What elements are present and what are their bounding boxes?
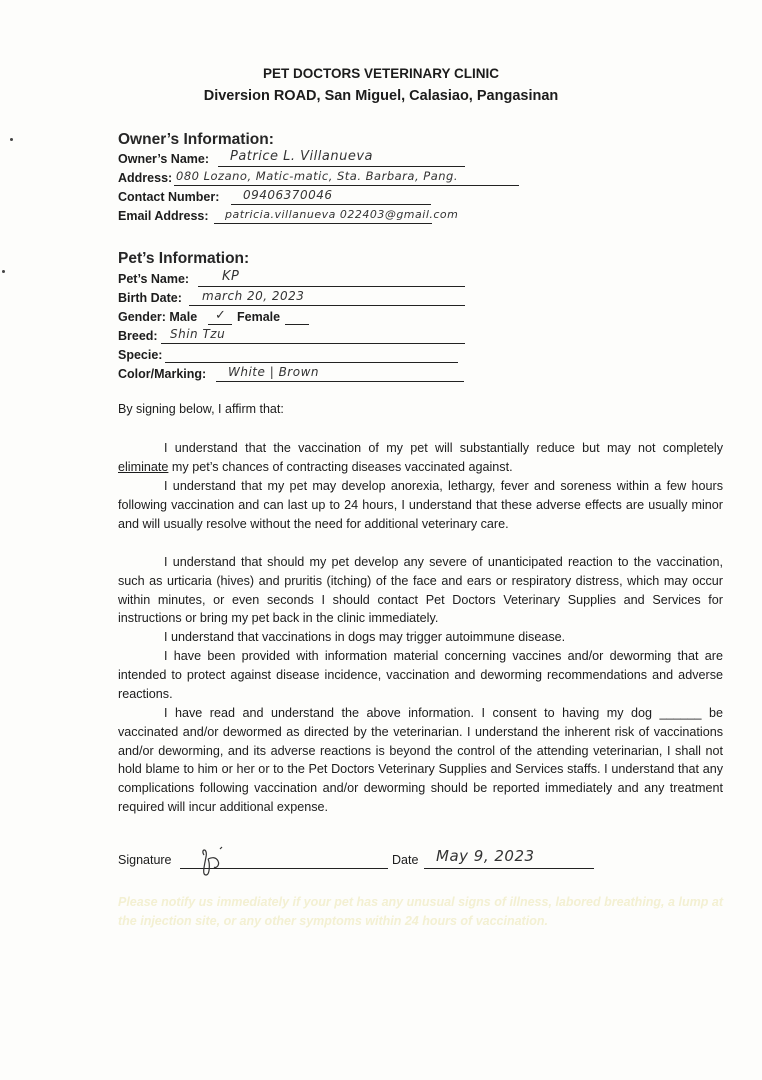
pet-specie-row: [118, 348, 468, 364]
clinic-name: PET DOCTORS VETERINARY CLINIC: [262, 66, 500, 81]
pet-info-heading: Pet’s Information:: [118, 250, 250, 267]
pet-gender-row: [118, 310, 318, 326]
faded-footer-note: Please notify us immediately if your pet has any unusual signs of illness, labored breathing, a lump at the injection site, or any other symptoms within 24 hours of vaccination.: [118, 895, 723, 928]
owner-name-label: Owner’s Name:: [118, 152, 210, 166]
owner-info-heading: Owner’s Information:: [118, 131, 274, 148]
consent-intro: By signing below, I affirm that:: [118, 402, 284, 416]
male-line: [208, 324, 232, 325]
consent-paragraph-3: I understand that should my pet develop any severe of unanticipated reaction to the vaccination, such as urticaria (hives) and pruritis (itching) of the face and ears or respiratory distress, which may occur within minutes, or even seconds I should contact Pet Doctors Veterinary Supplies and Services for instructions or bring my pet back in the clinic immediately.: [118, 555, 723, 626]
consent-paragraph-6: I have read and understand the above information. I consent to having my dog ______ be vaccinated and/or dewormed as directed by the veterinarian. I understand the inherent risk of vaccinations and/or deworming, and its adverse reactions is beyond the control of the attending veterinarian, I shall not hold blame to him or her or to the Pet Doctors Veterinary Supplies and Services staffs. I understand that any complications following vaccination and/or deworming should be reported immediately and any treatment required will incur additional expense.: [118, 706, 723, 814]
owner-name-row: [118, 149, 468, 168]
owner-address-row: [118, 171, 538, 187]
date-line: [424, 868, 594, 869]
breed-label: Breed:: [118, 329, 158, 343]
contact-number-line: [231, 204, 431, 205]
consent-paragraph-2: I understand that my pet may develop anorexia, lethargy, fever and soreness within a few hours following vaccination and can last up to 24 hours, I understand that these adverse effects are usually minor and will usually resolve without the need for additional veterinary care.: [118, 479, 723, 531]
specie-line[interactable]: [165, 362, 458, 363]
pet-birth-row: [118, 291, 468, 307]
signature-scribble: [196, 845, 236, 879]
pet-breed-row: [118, 329, 468, 345]
consent-p1-text-b: my pet’s chances of contracting diseases vaccinated against.: [168, 459, 513, 474]
date-value[interactable]: May 9, 2023: [436, 847, 535, 865]
scan-speck: [2, 270, 5, 273]
gender-male-label: Gender: Male: [118, 310, 198, 324]
consent-paragraph-4: I understand that vaccinations in dogs may trigger autoimmune disease.: [164, 630, 566, 644]
specie-label: Specie:: [118, 348, 163, 362]
owner-name-value[interactable]: Patrice L. Villanueva: [230, 149, 373, 164]
signature-row: [118, 847, 718, 877]
gender-female-label: Female: [237, 310, 281, 324]
birth-date-label: Birth Date:: [118, 291, 182, 305]
pet-color-row: [118, 367, 468, 383]
consent-p1-underlined: eliminate: [118, 459, 169, 474]
owner-address-value[interactable]: 080 Lozano, Matic-matic, Sta. Barbara, Pang.: [176, 169, 458, 183]
consent-paragraph-1: [118, 439, 723, 477]
breed-value[interactable]: Shin Tzu: [170, 327, 226, 341]
pet-name-value[interactable]: KP: [222, 269, 240, 284]
color-marking-line: [216, 381, 464, 382]
contact-number-label: Contact Number:: [118, 190, 220, 204]
email-address-line: [214, 223, 432, 224]
consent-p1-text-a: I understand that the vaccination of my pet will substantially reduce but may not completely: [164, 441, 723, 455]
signature-label: Signature: [118, 853, 172, 867]
email-address-value[interactable]: patricia.villanueva 022403@gmail.com: [225, 208, 459, 221]
email-address-label: Email Address:: [118, 209, 209, 223]
color-marking-label: Color/Marking:: [118, 367, 207, 381]
consent-paragraph-5: I have been provided with information material concerning vaccines and/or deworming that are intended to protect against disease incidence, vaccination and deworming recommendations and adverse reactions.: [118, 649, 723, 701]
date-label: Date: [392, 853, 419, 867]
contact-number-value[interactable]: 09406370046: [243, 188, 333, 202]
owner-contact-row: [118, 190, 468, 206]
birth-date-line: [189, 305, 465, 306]
clinic-address: Diversion ROAD, San Miguel, Calasiao, Pangasinan: [203, 88, 559, 104]
owner-address-label: Address:: [118, 171, 173, 185]
female-line[interactable]: [285, 324, 309, 325]
owner-name-line: [218, 166, 465, 167]
owner-address-line: [174, 185, 519, 186]
pet-name-line: [198, 286, 465, 287]
male-checkmark[interactable]: ✓: [215, 308, 227, 323]
pet-name-label: Pet’s Name:: [118, 272, 190, 286]
pet-name-row: [118, 269, 468, 288]
color-marking-value[interactable]: White | Brown: [228, 365, 319, 379]
breed-line: [161, 343, 465, 344]
birth-date-value[interactable]: march 20, 2023: [202, 289, 305, 303]
scan-speck: [10, 138, 13, 141]
owner-email-row: [118, 209, 538, 225]
